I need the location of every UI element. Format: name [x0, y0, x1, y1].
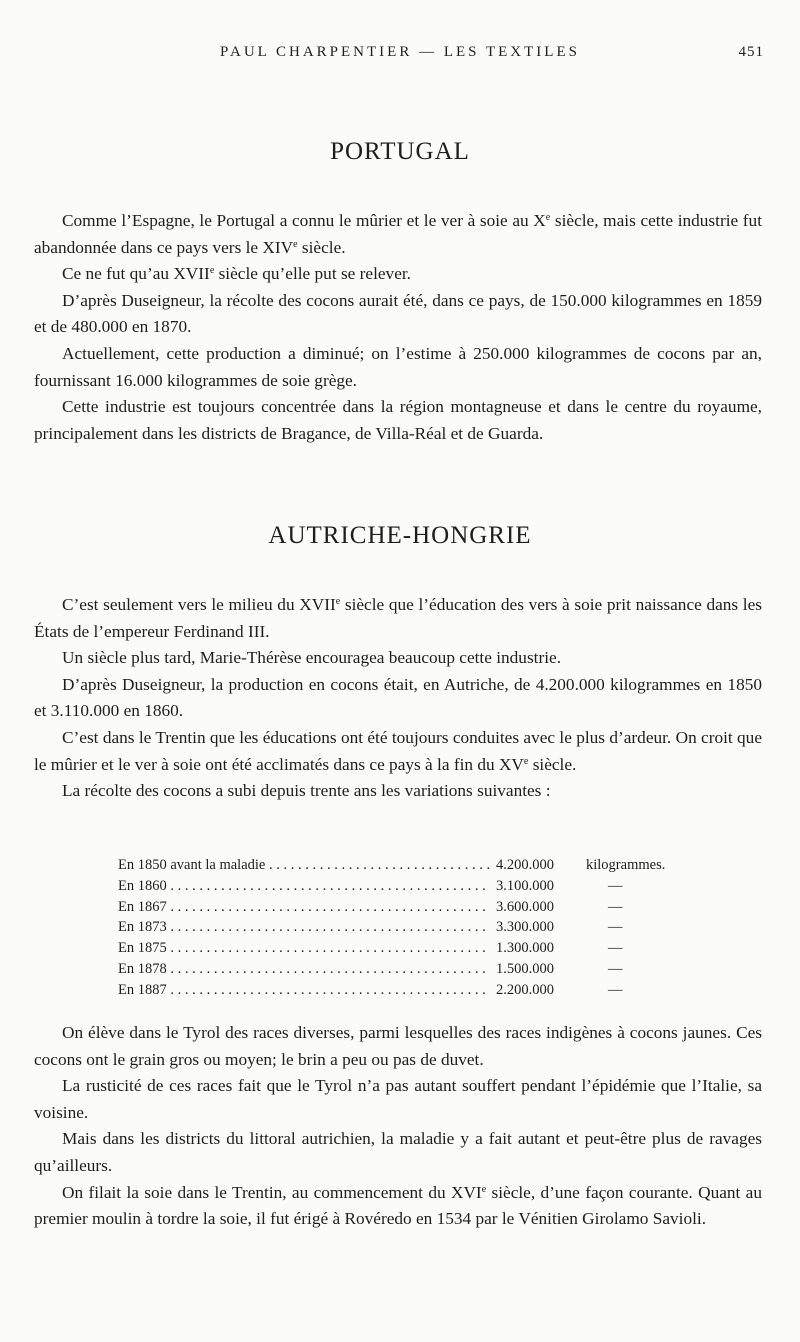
paragraph: Actuellement, cette production a diminué; on l’estime à 250.000 kilogrammes de cocons par an, fournissant 16.000 kilogrammes de soie grège. — [34, 343, 762, 390]
austria-text — [34, 592, 762, 805]
table-row: En 1887 . . . 2.200.000 — — [118, 982, 698, 1003]
paragraph: C’est seulement vers le milieu du XVIIe siècle que l’éducation des vers à soie prit naissance dans les États de l’empereur Ferdinand III. — [34, 595, 762, 641]
austria-text-continued — [34, 1020, 762, 1233]
paragraph: Ce ne fut qu’au XVIIe siècle qu’elle put se relever. — [62, 264, 411, 284]
table-row: En 1878 . . . 1.500.000 — — [118, 961, 698, 982]
table-row: En 1875 . . . 1.300.000 — — [118, 940, 698, 961]
table-row: En 1850 avant la maladie . . . 4.200.000 kilogrammes. — [118, 857, 698, 878]
table-row: En 1867 . . . 3.600.000 — — [118, 899, 698, 920]
table-row: En 1873 . . . 3.300.000 — — [118, 919, 698, 940]
harvest-table — [118, 857, 698, 1003]
table-row: En 1860 . . . 3.100.000 — — [118, 878, 698, 899]
paragraph: C’est dans le Trentin que les éducations ont été toujours conduites avec le plus d’ardeur. On croit que le mûrier et le ver à soie ont été acclimatés dans ce pays à la fin du XVe siècle. — [34, 727, 762, 774]
paragraph: La rusticité de ces races fait que le Tyrol n’a pas autant souffert pendant l’épidémie que l’Italie, sa voisine. — [34, 1076, 762, 1122]
paragraph: D’après Duseigneur, la récolte des cocons aurait été, dans ce pays, de 150.000 kilogrammes en 1859 et de 480.000 en 1870. — [34, 290, 762, 337]
paragraph: Comme l’Espagne, le Portugal a connu le mûrier et le ver à soie au Xe siècle, mais cette industrie fut abandonnée dans ce pays vers le XIVe siècle. — [34, 211, 763, 257]
paragraph: D’après Duseigneur, la production en cocons était, en Autriche, de 4.200.000 kilogrammes en 1850 et 3.110.000 en 1860. — [34, 674, 762, 721]
paragraph: On élève dans le Tyrol des races diverses, parmi lesquelles des races indigènes à cocons jaunes. Ces cocons ont le grain gros ou moyen; le brin a peu ou pas de duvet. — [34, 1023, 762, 1069]
running-header — [0, 44, 800, 68]
page-number: 451 — [738, 44, 764, 60]
paragraph: La récolte des cocons a subi depuis trente ans les variations suivantes : — [62, 781, 551, 801]
paragraph: Mais dans les districts du littoral autrichien, la maladie y a fait autant et peut-être plus de ravages qu’ailleurs. — [34, 1129, 762, 1175]
portugal-text — [34, 208, 762, 447]
paragraph: Cette industrie est toujours concentrée dans la région montagneuse et dans le centre du royaume, principalement dans les districts de Bragance, de Villa-Réal et de Guarda. — [34, 397, 762, 443]
section-title-portugal: PORTUGAL — [330, 138, 470, 165]
section-title-austria: AUTRICHE-HONGRIE — [268, 522, 532, 549]
paragraph: On filait la soie dans le Trentin, au commencement du XVIe siècle, d’une façon courante. Quant au premier moulin à tordre la soie, il fut érigé à Rovéredo en 1534 par le Vénitien Girolamo Savioli. — [34, 1182, 762, 1229]
paragraph: Un siècle plus tard, Marie-Thérèse encouragea beaucoup cette industrie. — [62, 648, 562, 668]
running-title: PAUL CHARPENTIER — LES TEXTILES — [220, 44, 580, 60]
